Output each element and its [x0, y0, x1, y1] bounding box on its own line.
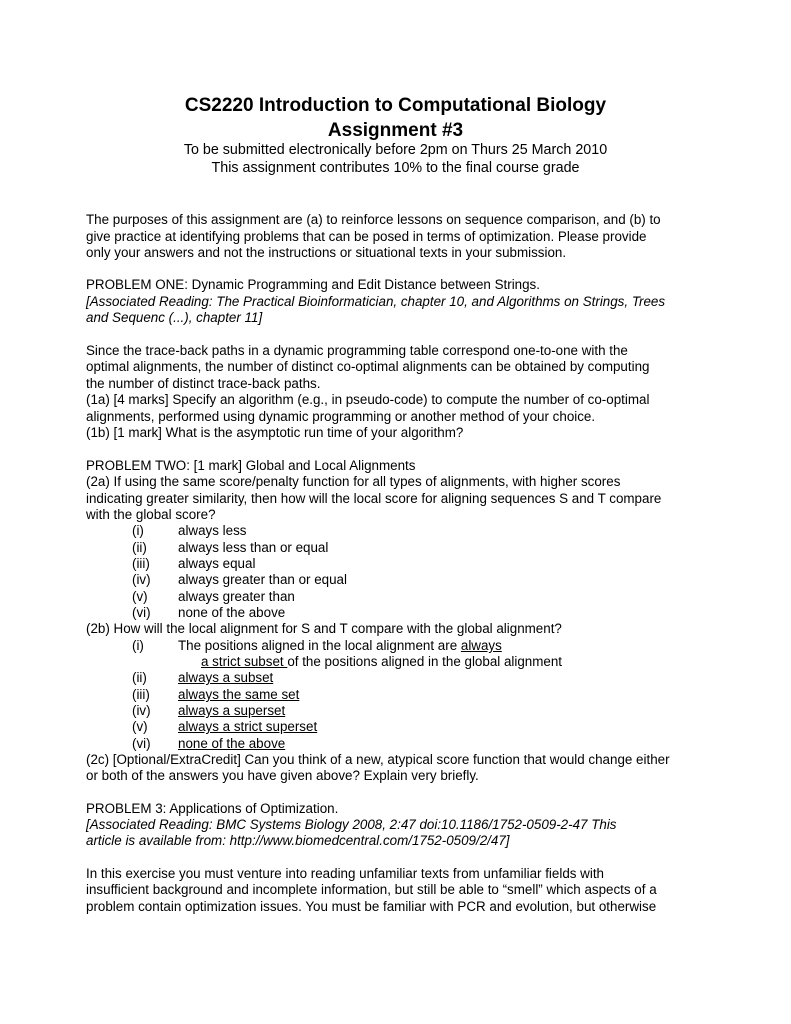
option-text: always a strict superset: [178, 719, 318, 734]
option-number: (v): [132, 589, 148, 604]
question-2a: (2a) If using the same score/penalty function for all types of alignments, with higher scores: [86, 474, 621, 489]
problem-three-reading: [Associated Reading: BMC Systems Biology 2008, 2:47 doi:10.1186/1752-0509-2-47 This: [86, 817, 617, 832]
option-text: always equal: [178, 556, 256, 571]
option-text: none of the above: [178, 736, 286, 751]
question-2a: indicating greater similarity, then how will the local score for aligning sequences S and T compare: [86, 491, 662, 506]
option-text: always greater than: [178, 589, 295, 604]
problem-two-heading: PROBLEM TWO: [1 mark] Global and Local Alignments: [86, 458, 416, 473]
problem-one-body: the number of distinct trace-back paths.: [86, 376, 321, 391]
problem-one-reading: [Associated Reading: The Practical Bioinformatician, chapter 10, and Algorithms on Strings, Trees: [86, 294, 666, 309]
problem-three-body: insufficient background and incomplete information, but still be able to “smell” which aspects of a: [86, 882, 657, 897]
option-text: always a subset: [178, 670, 274, 685]
problem-three-body: problem contain optimization issues. You must be familiar with PCR and evolution, but otherwise: [86, 899, 657, 914]
problem-one-heading: PROBLEM ONE: Dynamic Programming and Edit Distance between Strings.: [86, 277, 540, 292]
question-2c: (2c) [Optional/ExtraCredit] Can you think of a new, atypical score function that would change either: [86, 752, 670, 767]
option-text: always less: [178, 523, 247, 538]
option-text-part: The positions aligned in the local alignment are: [178, 638, 461, 653]
problem-one-body: optimal alignments, the number of distinct co-optimal alignments can be obtained by computing: [86, 359, 650, 374]
option-number: (iv): [132, 572, 151, 587]
intro-line: only your answers and not the instructions or situational texts in your submission.: [86, 245, 567, 260]
intro-line: The purposes of this assignment are (a) to reinforce lessons on sequence comparison, and (b) to: [86, 212, 661, 227]
option-text-part: of the positions aligned in the global alignment: [287, 654, 563, 669]
option-text-underlined: a strict subset: [201, 654, 288, 669]
option-text: always less than or equal: [178, 540, 329, 555]
option-text: always greater than or equal: [178, 572, 347, 587]
problem-one-reading: and Sequenc (...), chapter 11]: [86, 310, 263, 325]
intro-line: give practice at identifying problems that can be posed in terms of optimization. Please provide: [86, 229, 647, 244]
option-number: (v): [132, 719, 148, 734]
question-2b: (2b) How will the local alignment for S and T compare with the global alignment?: [86, 621, 562, 636]
option-number: (iv): [132, 703, 151, 718]
question-1b: (1b) [1 mark] What is the asymptotic run time of your algorithm?: [86, 425, 464, 440]
option-text: always a superset: [178, 703, 286, 718]
question-1a: (1a) [4 marks] Specify an algorithm (e.g., in pseudo-code) to compute the number of co-optimal: [86, 392, 650, 407]
option-number: (iii): [132, 556, 150, 571]
problem-three-heading: PROBLEM 3: Applications of Optimization.: [86, 801, 339, 816]
title-line-1: CS2220 Introduction to Computational Biology: [184, 95, 607, 116]
option-number: (ii): [132, 540, 147, 555]
subtitle-line-2: This assignment contributes 10% to the final course grade: [211, 160, 580, 176]
subtitle-line-1: To be submitted electronically before 2pm on Thurs 25 March 2010: [183, 142, 608, 158]
problem-three-body: In this exercise you must venture into reading unfamiliar texts from unfamiliar fields with: [86, 866, 604, 881]
option-text: always the same set: [178, 687, 300, 702]
option-number: (iii): [132, 687, 150, 702]
option-text: [178, 638, 502, 655]
title-line-2: Assignment #3: [327, 120, 464, 141]
option-number: (vi): [132, 736, 151, 751]
option-text-cont: [201, 654, 562, 671]
option-number: (i): [132, 523, 144, 538]
question-2c: or both of the answers you have given above? Explain very briefly.: [86, 768, 479, 783]
question-1a-cont: alignments, performed using dynamic programming or another method of your choice.: [86, 409, 596, 424]
option-text: none of the above: [178, 605, 286, 620]
option-number: (i): [132, 638, 144, 653]
question-2a: with the global score?: [86, 507, 216, 522]
option-text-underlined: always: [460, 638, 502, 653]
problem-three-reading: article is available from: http://www.biomedcentral.com/1752-0509/2/47]: [86, 833, 510, 848]
option-number: (vi): [132, 605, 151, 620]
option-number: (ii): [132, 670, 147, 685]
problem-one-body: Since the trace-back paths in a dynamic programming table correspond one-to-one with the: [86, 343, 628, 358]
